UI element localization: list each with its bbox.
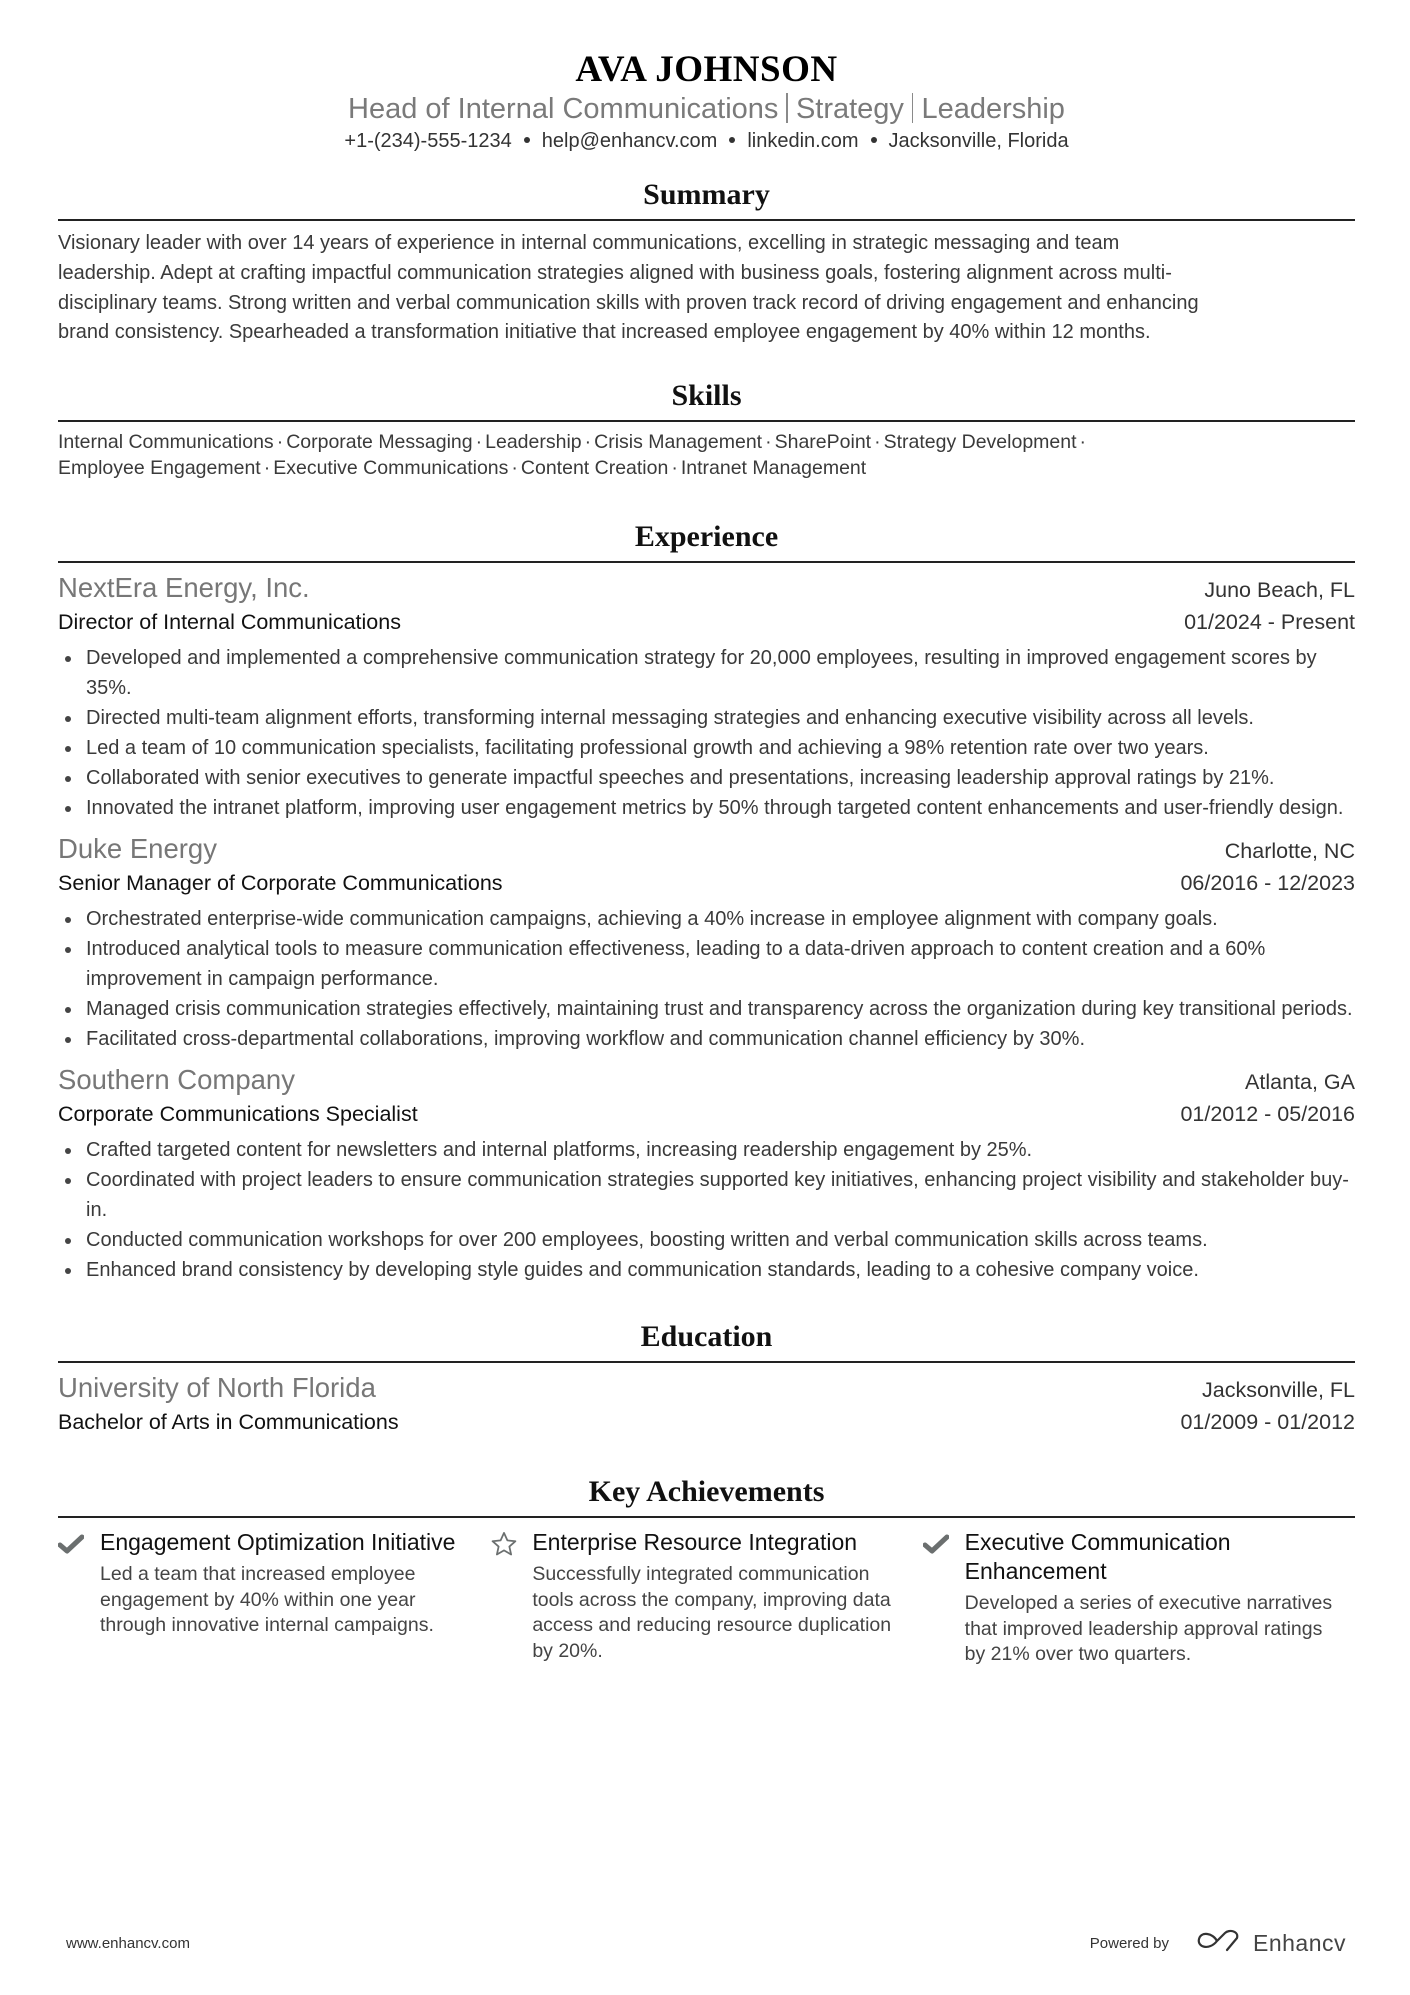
achievement-description: Developed a series of executive narratives that improved leadership approval ratings by 21% over two quarters. (964, 1592, 1333, 1666)
company-name: Duke Energy (58, 833, 217, 865)
headline-part: Head of Internal Communications (348, 93, 779, 125)
check-icon (923, 1528, 965, 1668)
contact-email[interactable]: help@enhancv.com (541, 130, 718, 152)
star-icon (490, 1528, 532, 1668)
summary-line: leadership. Adept at crafting impactful communication strategies aligned with business goals, fostering alignment across multi- (58, 261, 1172, 284)
achievement-bullets (58, 904, 1355, 1054)
education-section (58, 1319, 1355, 1437)
bullet-item: Led a team of 10 communication specialists, facilitating professional growth and achieving a 98% retention rate over two years. (58, 733, 1355, 763)
section-title-achievements: Key Achievements (58, 1474, 1355, 1518)
achievement-description: Successfully integrated communication tools across the company, improving data access and reducing resource duplication by 20%. (532, 1563, 892, 1662)
skills-list (58, 429, 1355, 481)
bullet-item: Introduced analytical tools to measure communication effectiveness, leading to a data-driven approach to content creation and a 60% improvement in campaign performance. (58, 934, 1355, 994)
entry-header-row (58, 832, 1355, 868)
powered-by[interactable] (1090, 1928, 1346, 1958)
contact-linkedin[interactable]: linkedin.com (747, 130, 859, 152)
job-title: Senior Manager of Corporate Communications (58, 871, 503, 896)
bullet-item: Facilitated cross-departmental collaborations, improving workflow and communication channel efficiency by 30%. (58, 1024, 1355, 1054)
entry-header-row (58, 1063, 1355, 1099)
bullet-separator (524, 137, 530, 143)
achievement-bullets (58, 1135, 1355, 1285)
skill-item: Corporate Messaging (286, 431, 473, 454)
skill-separator: · (765, 431, 772, 454)
bullet-item: Coordinated with project leaders to ensure communication strategies supported key initiatives, enhancing project visibility and stakeholder buy-in. (58, 1165, 1355, 1225)
bullet-item: Conducted communication workshops for over 200 employees, boosting written and verbal communication skills across teams. (58, 1225, 1355, 1255)
entry-subheader-row (58, 607, 1355, 637)
experience-entry (58, 1063, 1355, 1285)
achievement-description: Led a team that increased employee engagement by 40% within one year through innovative internal campaigns. (100, 1563, 434, 1637)
skill-separator: · (671, 457, 678, 480)
achievement-bullets (58, 643, 1355, 823)
entry-subheader-row (58, 1099, 1355, 1129)
achievement-body (100, 1528, 470, 1668)
resume-header (58, 0, 1355, 154)
job-location: Juno Beach, FL (1204, 578, 1355, 603)
degree: Bachelor of Arts in Communications (58, 1410, 399, 1435)
skill-item: Crisis Management (594, 431, 763, 454)
summary-section (58, 177, 1355, 348)
skill-item: Content Creation (520, 457, 669, 480)
brand-name: Enhancv (1252, 1929, 1346, 1956)
achievements-grid (58, 1528, 1355, 1668)
bullet-item: Innovated the intranet platform, improving user engagement metrics by 50% through targeted content enhancements and user-friendly design. (58, 793, 1355, 823)
experience-section (58, 519, 1355, 1285)
job-location: Atlanta, GA (1245, 1070, 1355, 1095)
summary-line: Visionary leader with over 14 years of experience in internal communications, excelling in strategic messaging and team (58, 232, 1120, 254)
job-dates: 01/2024 - Present (1184, 610, 1355, 635)
skill-item: Executive Communications (273, 457, 509, 480)
education-entry (58, 1371, 1355, 1437)
bullet-separator (729, 137, 735, 143)
experience-entry (58, 832, 1355, 1054)
school-location: Jacksonville, FL (1202, 1378, 1355, 1403)
enhancv-logo-icon (1195, 1928, 1243, 1958)
candidate-name: AVA JOHNSON (575, 49, 838, 90)
entry-header-row (58, 1371, 1355, 1407)
skills-line (58, 429, 1355, 455)
company-name: NextEra Energy, Inc. (58, 572, 310, 604)
achievement-title: Executive Communication Enhancement (964, 1529, 1231, 1585)
bullet-item: Developed and implemented a comprehensive communication strategy for 20,000 employees, resulting in improved engagement scores by 35%. (58, 643, 1355, 703)
achievement-card (490, 1528, 922, 1668)
achievement-body (532, 1528, 902, 1668)
achievement-title: Engagement Optimization Initiative (100, 1529, 456, 1556)
entry-subheader-row (58, 1407, 1355, 1437)
skills-line (58, 455, 1355, 481)
section-title-education: Education (58, 1319, 1355, 1363)
company-name: Southern Company (58, 1064, 295, 1096)
skill-separator: · (584, 431, 592, 454)
resume-page (58, 0, 1355, 1668)
bullet-item: Directed multi-team alignment efforts, transforming internal messaging strategies and enhancing executive visibility across all levels. (58, 703, 1355, 733)
headline (58, 91, 1355, 127)
job-title: Corporate Communications Specialist (58, 1102, 418, 1127)
entry-header-row (58, 571, 1355, 607)
skill-item: Employee Engagement (58, 457, 261, 480)
bullet-item: Enhanced brand consistency by developing style guides and communication standards, leading to a cohesive company voice. (58, 1255, 1355, 1285)
skill-separator: · (874, 431, 881, 454)
skills-section (58, 378, 1355, 481)
contact-line (58, 128, 1355, 154)
bullet-separator (871, 137, 877, 143)
achievement-body (965, 1528, 1335, 1668)
skill-item: Leadership (485, 431, 582, 454)
bullet-item: Crafted targeted content for newsletters and internal platforms, increasing readership engagement by 25%. (58, 1135, 1355, 1165)
achievements-section (58, 1474, 1355, 1668)
achievement-card (58, 1528, 490, 1668)
skill-separator: · (1079, 431, 1087, 454)
headline-part: Leadership (921, 93, 1065, 125)
bullet-item: Managed crisis communication strategies effectively, maintaining trust and transparency across the organization during key transitional periods. (58, 994, 1355, 1024)
experience-entry (58, 571, 1355, 823)
entry-subheader-row (58, 868, 1355, 898)
section-title-experience: Experience (58, 519, 1355, 563)
skill-separator: · (276, 431, 284, 454)
summary-line: disciplinary teams. Strong written and verbal communication skills with proven track record of driving engagement and enhancing (58, 291, 1199, 314)
summary-text (58, 229, 1355, 348)
job-dates: 01/2012 - 05/2016 (1180, 1102, 1355, 1127)
skill-separator: · (511, 457, 518, 480)
school-name: University of North Florida (58, 1372, 376, 1404)
education-dates: 01/2009 - 01/2012 (1180, 1410, 1355, 1435)
contact-phone[interactable]: +1-(234)-555-1234 (344, 130, 512, 152)
powered-by-label: Powered by (1089, 1934, 1169, 1952)
job-title: Director of Internal Communications (58, 610, 401, 635)
headline-part: Strategy (795, 93, 904, 125)
contact-location: Jacksonville, Florida (888, 130, 1069, 152)
skill-item: Intranet Management (680, 457, 867, 480)
skill-item: Internal Communications (58, 431, 274, 454)
page-footer (66, 1928, 1346, 1958)
job-location: Charlotte, NC (1224, 839, 1355, 864)
bullet-item: Orchestrated enterprise-wide communication campaigns, achieving a 40% increase in employee alignment with company goals. (58, 904, 1355, 934)
section-title-summary: Summary (58, 177, 1355, 221)
headline-separator (786, 93, 788, 123)
skill-separator: · (475, 431, 483, 454)
check-icon (58, 1528, 100, 1668)
summary-line: brand consistency. Spearheaded a transformation initiative that increased employee engagement by 40% within 12 months. (58, 321, 1151, 344)
skill-item: Strategy Development (883, 431, 1077, 454)
skill-separator: · (263, 457, 271, 480)
skill-item: SharePoint (774, 431, 872, 454)
achievement-title: Enterprise Resource Integration (532, 1529, 858, 1556)
achievement-card (923, 1528, 1355, 1668)
headline-separator (912, 93, 914, 123)
bullet-item: Collaborated with senior executives to generate impactful speeches and presentations, increasing leadership approval ratings by 21%. (58, 763, 1355, 793)
section-title-skills: Skills (58, 378, 1355, 422)
job-dates: 06/2016 - 12/2023 (1180, 871, 1355, 896)
footer-website-link[interactable]: www.enhancv.com (66, 1934, 190, 1952)
